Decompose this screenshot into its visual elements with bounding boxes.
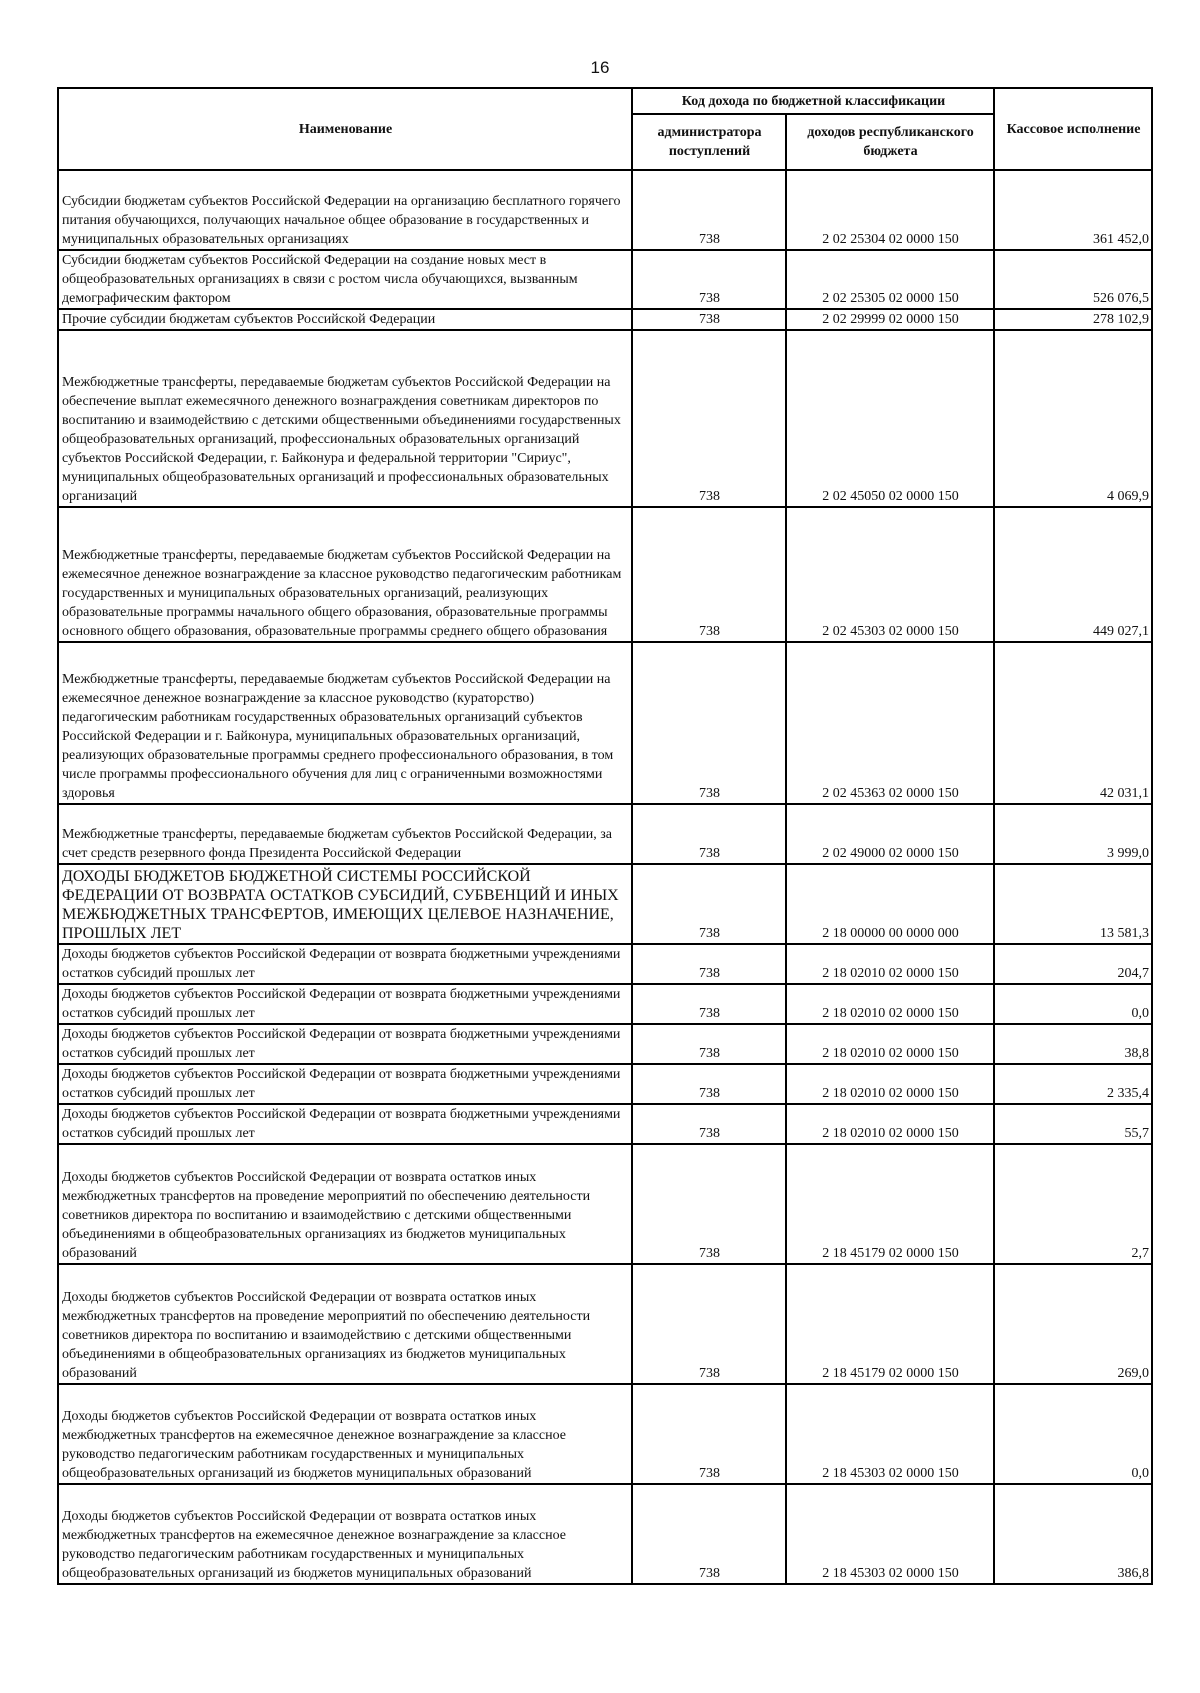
row-name: Доходы бюджетов субъектов Российской Федерации от возврата бюджетными учреждениями остатков субсидий прошлых лет xyxy=(58,984,632,1024)
row-amount: 0,0 xyxy=(994,1384,1152,1484)
row-name: Межбюджетные трансферты, передаваемые бюджетам субъектов Российской Федерации на обеспечение выплат ежемесячного денежного вознаграждения советникам директоров по воспитанию и взаимодействию с детскими общественными объединениями государственных общеобразовательных организаций, профессиональных образовательных организаций субъектов Российской Федерации, г. Байконура и федеральной территории "Сириус", муниципальных общеобразовательных организаций и профессиональных образовательных организаций xyxy=(58,330,632,507)
row-name: Прочие субсидии бюджетам субъектов Российской Федерации xyxy=(58,309,632,330)
table-row xyxy=(58,1144,1152,1264)
row-income-code: 2 02 45050 02 0000 150 xyxy=(786,330,994,507)
table-row xyxy=(58,1484,1152,1584)
row-amount: 55,7 xyxy=(994,1104,1152,1144)
row-name: Межбюджетные трансферты, передаваемые бюджетам субъектов Российской Федерации, за счет средств резервного фонда Президента Российской Федерации xyxy=(58,804,632,864)
row-amount: 13 581,3 xyxy=(994,864,1152,944)
row-admin-code: 738 xyxy=(632,944,786,984)
table-row xyxy=(58,250,1152,309)
row-income-code: 2 18 45303 02 0000 150 xyxy=(786,1384,994,1484)
row-name: Субсидии бюджетам субъектов Российской Федерации на организацию бесплатного горячего питания обучающихся, получающих начальное общее образование в государственных и муниципальных образовательных организациях xyxy=(58,170,632,250)
row-name: Доходы бюджетов субъектов Российской Федерации от возврата остатков иных межбюджетных трансфертов на ежемесячное денежное вознаграждение за классное руководство педагогическим работникам государственных и муниципальных общеобразовательных организаций из бюджетов муниципальных образований xyxy=(58,1484,632,1584)
row-admin-code: 738 xyxy=(632,1024,786,1064)
row-admin-code: 738 xyxy=(632,1104,786,1144)
budget-income-table xyxy=(57,87,1153,1585)
header-admin: администратора поступлений xyxy=(632,114,786,170)
table-row xyxy=(58,1024,1152,1064)
row-income-code: 2 18 45303 02 0000 150 xyxy=(786,1484,994,1584)
row-amount: 449 027,1 xyxy=(994,507,1152,642)
row-amount: 269,0 xyxy=(994,1264,1152,1384)
row-name: Межбюджетные трансферты, передаваемые бюджетам субъектов Российской Федерации на ежемесячное денежное вознаграждение за классное руководство (кураторство) педагогическим работникам государственных образовательных организаций субъектов Российской Федерации и г. Байконура, муниципальных образовательных организаций, реализующих образовательные программы среднего профессионального образования, в том числе программы профессионального обучения для лиц с ограниченными возможностями здоровья xyxy=(58,642,632,804)
row-admin-code: 738 xyxy=(632,309,786,330)
header-income: доходов республиканского бюджета xyxy=(786,114,994,170)
row-name: Доходы бюджетов субъектов Российской Федерации от возврата остатков иных межбюджетных трансфертов на проведение мероприятий по обеспечению деятельности советников директора по воспитанию и взаимодействию с детскими общественными объединениями в общеобразовательных организациях из бюджетов муниципальных образований xyxy=(58,1144,632,1264)
header-code-group: Код дохода по бюджетной классификации xyxy=(632,88,994,114)
row-name: Доходы бюджетов субъектов Российской Федерации от возврата бюджетными учреждениями остатков субсидий прошлых лет xyxy=(58,944,632,984)
row-amount: 2,7 xyxy=(994,1144,1152,1264)
row-amount: 361 452,0 xyxy=(994,170,1152,250)
header-name: Наименование xyxy=(58,88,632,170)
table-row xyxy=(58,642,1152,804)
table-row xyxy=(58,170,1152,250)
row-income-code: 2 18 45179 02 0000 150 xyxy=(786,1264,994,1384)
table-row xyxy=(58,1384,1152,1484)
table-row xyxy=(58,309,1152,330)
row-income-code: 2 02 25304 02 0000 150 xyxy=(786,170,994,250)
row-income-code: 2 02 45363 02 0000 150 xyxy=(786,642,994,804)
table-row xyxy=(58,507,1152,642)
row-admin-code: 738 xyxy=(632,507,786,642)
row-income-code: 2 18 02010 02 0000 150 xyxy=(786,1024,994,1064)
row-income-code: 2 02 29999 02 0000 150 xyxy=(786,309,994,330)
row-name: Доходы бюджетов субъектов Российской Федерации от возврата бюджетными учреждениями остатков субсидий прошлых лет xyxy=(58,1024,632,1064)
row-amount: 38,8 xyxy=(994,1024,1152,1064)
row-amount: 2 335,4 xyxy=(994,1064,1152,1104)
row-income-code: 2 02 45303 02 0000 150 xyxy=(786,507,994,642)
row-income-code: 2 18 02010 02 0000 150 xyxy=(786,984,994,1024)
row-name: Доходы бюджетов субъектов Российской Федерации от возврата бюджетными учреждениями остатков субсидий прошлых лет xyxy=(58,1064,632,1104)
row-amount: 42 031,1 xyxy=(994,642,1152,804)
table-row xyxy=(58,1264,1152,1384)
row-amount: 0,0 xyxy=(994,984,1152,1024)
row-amount: 4 069,9 xyxy=(994,330,1152,507)
table-row xyxy=(58,864,1152,944)
row-admin-code: 738 xyxy=(632,1264,786,1384)
row-admin-code: 738 xyxy=(632,804,786,864)
row-amount: 278 102,9 xyxy=(994,309,1152,330)
header-execution: Кассовое исполнение xyxy=(994,88,1152,170)
row-admin-code: 738 xyxy=(632,170,786,250)
row-name: Доходы бюджетов субъектов Российской Федерации от возврата остатков иных межбюджетных трансфертов на ежемесячное денежное вознаграждение за классное руководство педагогическим работникам государственных и муниципальных общеобразовательных организаций из бюджетов муниципальных образований xyxy=(58,1384,632,1484)
row-amount: 386,8 xyxy=(994,1484,1152,1584)
row-admin-code: 738 xyxy=(632,1144,786,1264)
row-admin-code: 738 xyxy=(632,250,786,309)
row-admin-code: 738 xyxy=(632,1064,786,1104)
row-income-code: 2 18 00000 00 0000 000 xyxy=(786,864,994,944)
row-income-code: 2 18 45179 02 0000 150 xyxy=(786,1144,994,1264)
row-admin-code: 738 xyxy=(632,330,786,507)
row-amount: 3 999,0 xyxy=(994,804,1152,864)
row-income-code: 2 18 02010 02 0000 150 xyxy=(786,944,994,984)
row-name: Доходы бюджетов субъектов Российской Федерации от возврата бюджетными учреждениями остатков субсидий прошлых лет xyxy=(58,1104,632,1144)
row-name: ДОХОДЫ БЮДЖЕТОВ БЮДЖЕТНОЙ СИСТЕМЫ РОССИЙСКОЙ ФЕДЕРАЦИИ ОТ ВОЗВРАТА ОСТАТКОВ СУБСИДИЙ, СУБВЕНЦИЙ И ИНЫХ МЕЖБЮДЖЕТНЫХ ТРАНСФЕРТОВ, ИМЕЮЩИХ ЦЕЛЕВОЕ НАЗНАЧЕНИЕ, ПРОШЛЫХ ЛЕТ xyxy=(58,864,632,944)
row-name: Межбюджетные трансферты, передаваемые бюджетам субъектов Российской Федерации на ежемесячное денежное вознаграждение за классное руководство педагогическим работникам государственных и муниципальных образовательных организаций, реализующих образовательные программы начального общего образования, образовательные программы основного общего образования, образовательные программы среднего общего образования xyxy=(58,507,632,642)
row-name: Доходы бюджетов субъектов Российской Федерации от возврата остатков иных межбюджетных трансфертов на проведение мероприятий по обеспечению деятельности советников директора по воспитанию и взаимодействию с детскими общественными объединениями в общеобразовательных организациях из бюджетов муниципальных образований xyxy=(58,1264,632,1384)
row-admin-code: 738 xyxy=(632,1484,786,1584)
row-admin-code: 738 xyxy=(632,642,786,804)
table-row xyxy=(58,1064,1152,1104)
row-income-code: 2 02 49000 02 0000 150 xyxy=(786,804,994,864)
table-row xyxy=(58,804,1152,864)
table-row xyxy=(58,330,1152,507)
page-number: 16 xyxy=(590,58,610,77)
table-row xyxy=(58,984,1152,1024)
row-admin-code: 738 xyxy=(632,1384,786,1484)
row-name: Субсидии бюджетам субъектов Российской Федерации на создание новых мест в общеобразовательных организациях в связи с ростом числа обучающихся, вызванным демографическим фактором xyxy=(58,250,632,309)
row-admin-code: 738 xyxy=(632,984,786,1024)
row-admin-code: 738 xyxy=(632,864,786,944)
row-amount: 204,7 xyxy=(994,944,1152,984)
table-row xyxy=(58,1104,1152,1144)
row-income-code: 2 02 25305 02 0000 150 xyxy=(786,250,994,309)
row-income-code: 2 18 02010 02 0000 150 xyxy=(786,1064,994,1104)
row-income-code: 2 18 02010 02 0000 150 xyxy=(786,1104,994,1144)
row-amount: 526 076,5 xyxy=(994,250,1152,309)
table-row xyxy=(58,944,1152,984)
